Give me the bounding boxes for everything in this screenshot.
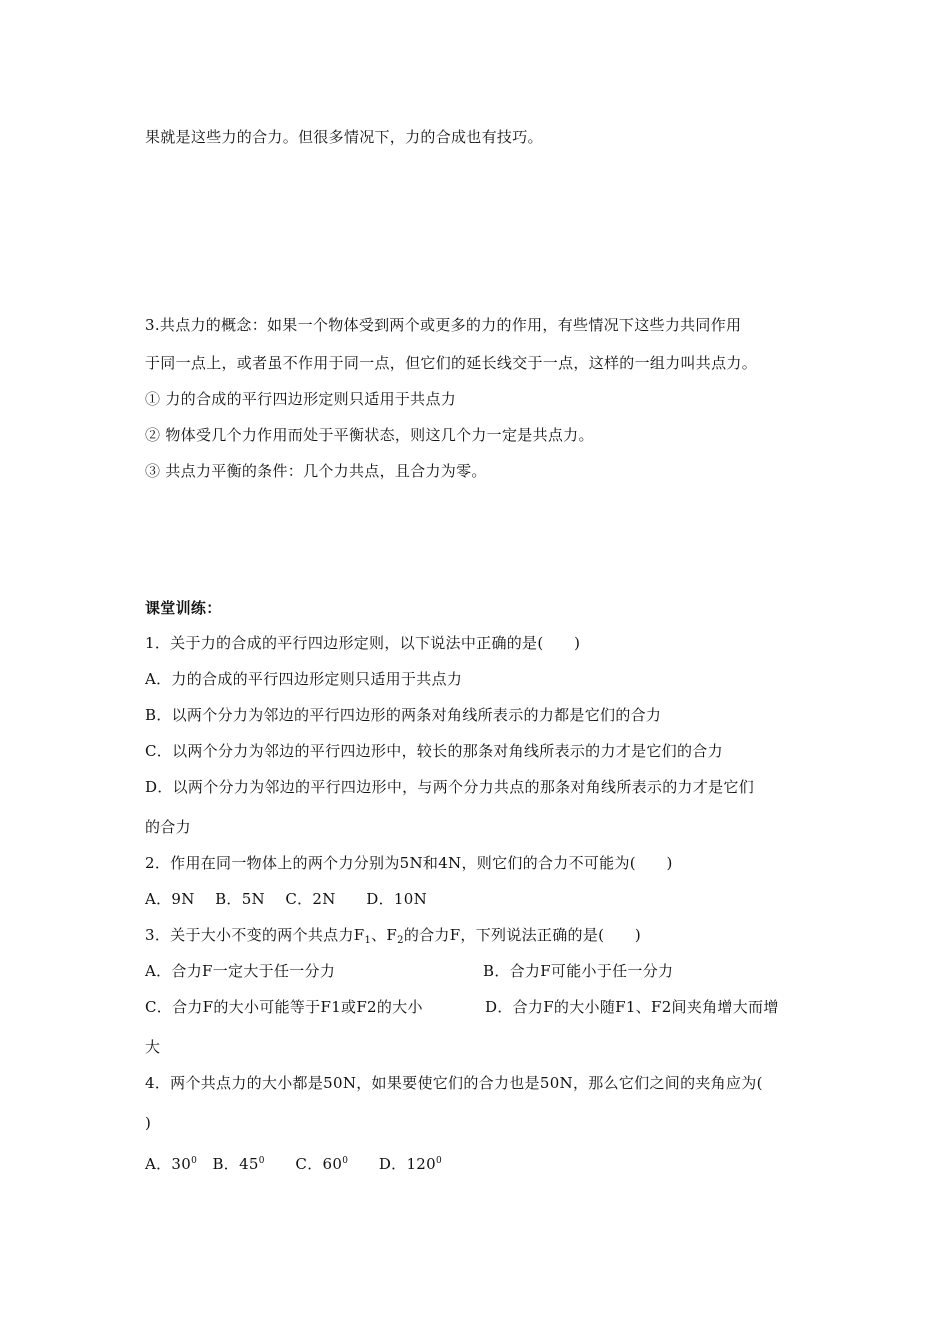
q4-option-c: C．60 (264, 1155, 343, 1173)
concept-item-2: ② 物体受几个力作用而处于平衡状态，则这几个力一定是共点力。 (145, 426, 594, 444)
q3-option-d: D．合力F的大小随F1、F2间夹角增大而增 (485, 998, 779, 1016)
q4-stem-line-1: 4．两个共点力的大小都是50N，如果要使它们的合力也是50N，那么它们之间的夹角应为( (145, 1074, 763, 1092)
q3-stem-part-b: 、F (371, 926, 398, 944)
q3-stem (145, 925, 641, 951)
intro-line (145, 127, 543, 147)
q2-stem: 2．作用在同一物体上的两个力分别为5N和4N，则它们的合力不可能为( ) (145, 854, 673, 872)
q4-options (145, 1151, 442, 1174)
q3-option-a: A．合力F一定大于任一分力 (145, 962, 336, 980)
q3-options-row-1 (145, 961, 805, 981)
q4-stem-line-2: ) (145, 1114, 152, 1132)
q3-subscript-1: 1 (364, 935, 372, 946)
q1-stem: 1．关于力的合成的平行四边形定则，以下说法中正确的是( ) (145, 634, 581, 652)
q3-option-b: B．合力F可能小于任一分力 (483, 962, 674, 980)
q3-options-row-2 (145, 997, 805, 1017)
q1-option-c: C．以两个分力为邻边的平行四边形中，较长的那条对角线所表示的力才是它们的合力 (145, 742, 723, 760)
q3-subscript-2: 2 (397, 935, 404, 946)
training-heading: 课堂训练： (145, 599, 222, 617)
q1-option-b: B．以两个分力为邻边的平行四边形的两条对角线所表示的力都是它们的合力 (145, 706, 662, 724)
q1-option-d-line-1: D．以两个分力为邻边的平行四边形中，与两个分力共点的那条对角线所表示的力才是它们 (145, 778, 755, 796)
q2-options: A．9N B．5N C．2N D．10N (145, 890, 428, 908)
concept-line-2: 于同一点上，或者虽不作用于同一点，但它们的延长线交于一点，这样的一组力叫共点力。 (145, 354, 758, 372)
q4-option-b: B．45 (197, 1155, 259, 1173)
q1-option-a: A．力的合成的平行四边形定则只适用于共点力 (145, 670, 463, 688)
concept-item-1: ① 力的合成的平行四边形定则只适用于共点力 (145, 390, 457, 408)
degree-superscript: 0 (191, 1156, 198, 1166)
q1-option-d-line-2: 的合力 (145, 818, 191, 836)
concept-line-1: 3.共点力的概念：如果一个物体受到两个或更多的力的作用，有些情况下这些力共同作用 (145, 316, 742, 334)
q4-option-d: D．120 (348, 1155, 436, 1173)
q3-stem-part-a: 3．关于大小不变的两个共点力F (145, 926, 365, 944)
q3-option-c: C．合力F的大小可能等于F1或F2的大小 (145, 998, 423, 1016)
degree-superscript: 0 (342, 1156, 349, 1166)
q4-option-a: A．30 (145, 1155, 192, 1173)
intro-text: 果就是这些力的合力。但很多情况下，力的合成也有技巧。 (145, 128, 543, 146)
degree-superscript: 0 (258, 1156, 265, 1166)
q3-option-d-line-2: 大 (145, 1038, 161, 1056)
concept-item-3: ③ 共点力平衡的条件：几个力共点，且合力为零。 (145, 462, 487, 480)
degree-superscript: 0 (435, 1156, 443, 1166)
q3-stem-part-c: 的合力F，下列说法正确的是( ) (403, 926, 642, 944)
